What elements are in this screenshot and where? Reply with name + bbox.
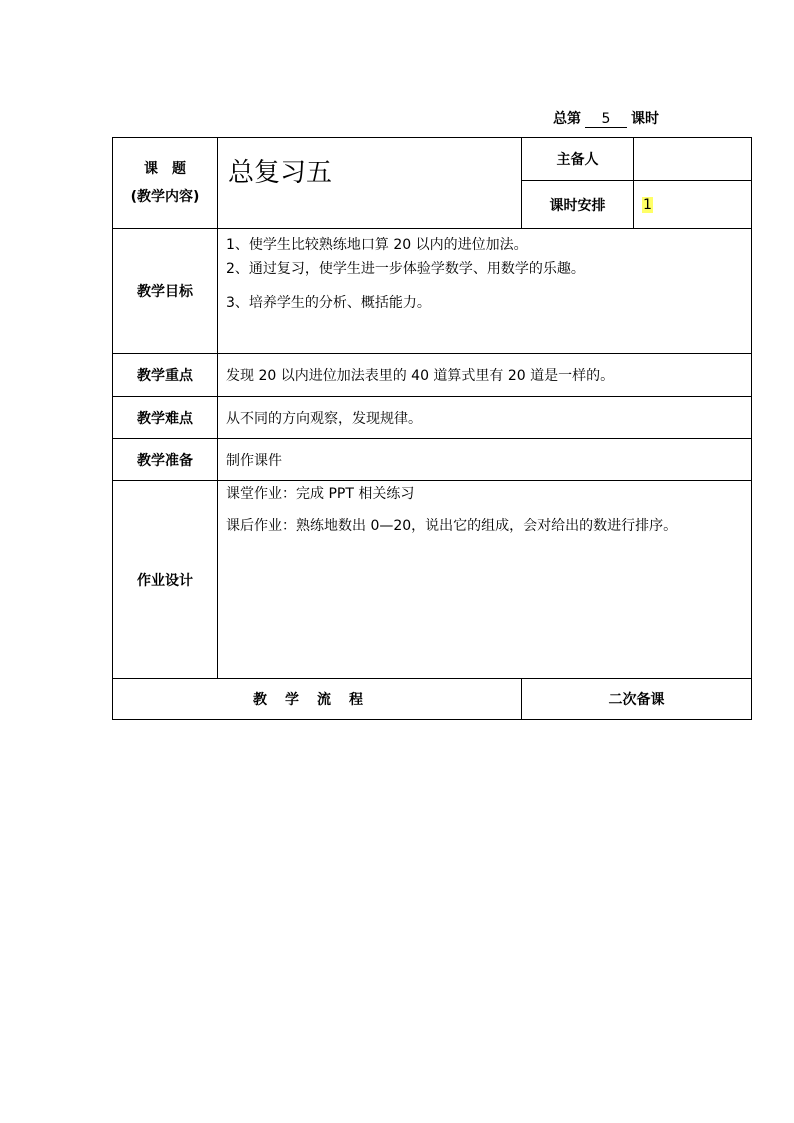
- preparer-value[interactable]: [634, 138, 752, 181]
- preparation-label: 教学准备: [113, 439, 218, 481]
- homework-item: 课后作业：熟练地数出 0—20，说出它的组成，会对给出的数进行排序。: [226, 518, 678, 534]
- schedule-value: 1: [643, 196, 652, 213]
- teaching-flow-header: 教学流程: [113, 679, 522, 720]
- topic-title: 总复习五: [228, 158, 333, 188]
- schedule-value-cell[interactable]: [634, 181, 752, 229]
- homework-cell[interactable]: [218, 481, 752, 679]
- goal-item: 2、通过复习，使学生进一步体验学数学、用数学的乐趣。: [226, 261, 585, 277]
- difficulties-value[interactable]: 从不同的方向观察，发现规律。: [218, 397, 752, 439]
- second-prep-header: 二次备课: [522, 679, 752, 720]
- key-points-value[interactable]: 发现 20 以内进位加法表里的 40 道算式里有 20 道是一样的。: [218, 354, 752, 397]
- schedule-label: 课时安排: [522, 181, 634, 229]
- homework-item: 课堂作业：完成 PPT 相关练习: [226, 486, 415, 502]
- preparation-value[interactable]: 制作课件: [218, 439, 752, 481]
- preparer-label: 主备人: [522, 138, 634, 181]
- homework-label: 作业设计: [113, 481, 218, 679]
- lesson-counter-suffix: 课时: [631, 111, 659, 127]
- lesson-counter: [553, 108, 659, 128]
- topic-label-cell: [113, 138, 218, 229]
- goal-item: 1、使学生比较熟练地口算 20 以内的进位加法。: [226, 237, 528, 253]
- topic-label: 课 题: [144, 161, 186, 177]
- topic-title-cell[interactable]: [218, 138, 522, 229]
- lesson-number: 5: [585, 111, 627, 128]
- goal-item: 3、培养学生的分析、概括能力。: [226, 295, 431, 311]
- difficulties-label: 教学难点: [113, 397, 218, 439]
- key-points-label: 教学重点: [113, 354, 218, 397]
- goals-label: 教学目标: [113, 229, 218, 354]
- topic-sublabel: (教学内容): [130, 189, 200, 205]
- lesson-plan-table: [112, 137, 752, 720]
- lesson-counter-prefix: 总第: [553, 111, 581, 127]
- goals-cell[interactable]: [218, 229, 752, 354]
